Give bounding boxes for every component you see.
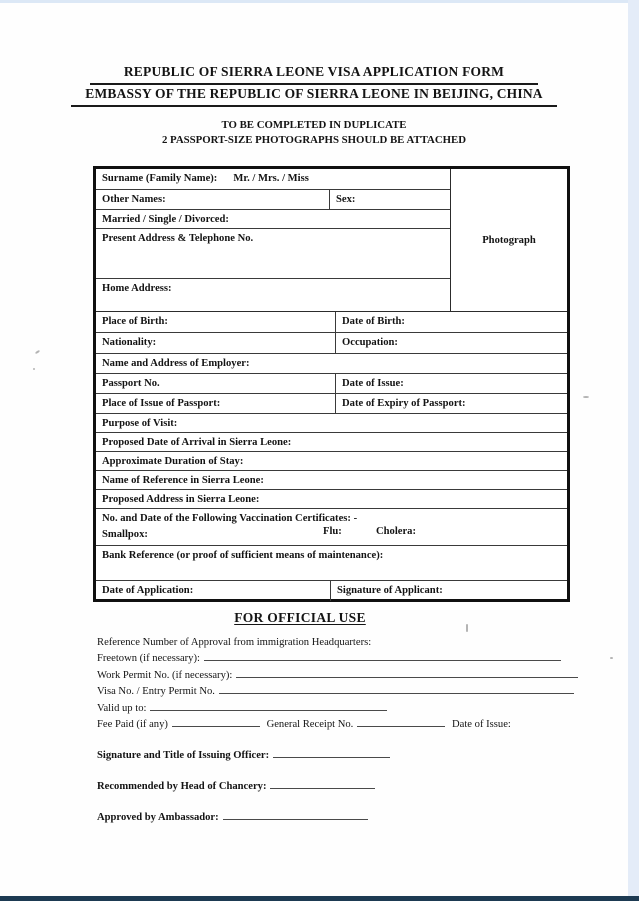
official-use-section xyxy=(97,635,575,826)
form-instructions xyxy=(0,118,628,148)
fee-paid-label: Fee Paid (if any) xyxy=(97,719,168,731)
scan-edge-top xyxy=(0,0,639,3)
present-address-label: Present Address & Telephone No. xyxy=(96,229,450,279)
flu-label: Flu: xyxy=(323,526,342,537)
sex-label: Sex: xyxy=(336,194,356,205)
valid-up-to-line xyxy=(97,701,575,717)
instruction-duplicate: TO BE COMPLETED IN DUPLICATE xyxy=(221,119,407,131)
date-of-expiry-label: Date of Expiry of Passport: xyxy=(342,398,466,409)
date-of-application-label: Date of Application: xyxy=(96,581,331,601)
form-title: REPUBLIC OF SIERRA LEONE VISA APPLICATION FORM xyxy=(90,64,538,85)
issuing-officer-line xyxy=(97,748,575,764)
scan-edge-bottom xyxy=(0,896,639,901)
issue-date-label: Date of Issue: xyxy=(452,719,511,731)
photograph-box xyxy=(451,169,567,311)
freetown-label: Freetown (if necessary): xyxy=(97,653,200,665)
passport-no-label: Passport No. xyxy=(96,374,336,393)
duration-of-stay-label: Approximate Duration of Stay: xyxy=(96,452,567,471)
proposed-address-label: Proposed Address in Sierra Leone: xyxy=(96,490,567,509)
title-options: Mr. / Mrs. / Miss xyxy=(233,173,309,184)
marital-status-label: Married / Single / Divorced: xyxy=(96,210,450,229)
scan-speck xyxy=(33,368,35,370)
official-use-heading: FOR OFFICIAL USE xyxy=(234,610,366,625)
general-receipt-label: General Receipt No. xyxy=(266,719,354,731)
reference-number-line xyxy=(97,635,575,651)
date-of-birth-label: Date of Birth: xyxy=(342,316,405,327)
visa-no-line xyxy=(97,684,575,700)
employer-label: Name and Address of Employer: xyxy=(96,354,567,374)
scan-speck xyxy=(610,657,613,659)
surname-label: Surname (Family Name): xyxy=(102,173,218,184)
birth-row xyxy=(96,312,567,333)
passport-row xyxy=(96,374,567,394)
issuing-officer-blank-line xyxy=(273,749,390,758)
passport-issue-row xyxy=(96,394,567,414)
ambassador-label: Approved by Ambassador: xyxy=(97,811,219,823)
nationality-label: Nationality: xyxy=(96,333,336,353)
vaccination-row xyxy=(96,509,567,546)
smallpox-label: Smallpox: xyxy=(102,529,148,540)
other-names-row xyxy=(96,190,450,210)
reference-number-label: Reference Number of Approval from immigration Headquarters: xyxy=(97,637,372,648)
ambassador-line xyxy=(97,810,575,826)
application-form-table xyxy=(93,166,570,602)
visa-no-blank-line xyxy=(219,685,574,694)
vaccination-types-line xyxy=(96,525,567,541)
fee-paid-line xyxy=(97,717,575,733)
issuing-officer-label: Signature and Title of Issuing Officer: xyxy=(97,749,270,761)
valid-up-to-label: Valid up to: xyxy=(97,702,147,714)
occupation-label: Occupation: xyxy=(342,337,398,348)
personal-details-block xyxy=(96,169,567,312)
form-header xyxy=(0,64,628,107)
visa-no-label: Visa No. / Entry Permit No. xyxy=(97,686,215,698)
purpose-of-visit-label: Purpose of Visit: xyxy=(96,414,567,433)
valid-up-to-blank-line xyxy=(150,702,387,711)
general-receipt-blank-line xyxy=(357,718,445,727)
work-permit-label: Work Permit No. (if necessary): xyxy=(97,669,233,681)
chancery-blank-line xyxy=(270,780,375,789)
bank-reference-label: Bank Reference (or proof of sufficient means of maintenance): xyxy=(96,546,567,581)
scan-speck xyxy=(35,350,40,355)
scan-speck xyxy=(583,396,589,398)
application-signature-row xyxy=(96,581,567,601)
instruction-photographs: 2 PASSPORT-SIZE PHOTOGRAPHS SHOULD BE ATTACHED xyxy=(161,134,467,146)
freetown-blank-line xyxy=(204,652,561,661)
work-permit-line xyxy=(97,668,575,684)
chancery-line xyxy=(97,779,575,795)
cholera-label: Cholera: xyxy=(376,526,417,537)
officer-signature-block xyxy=(97,748,575,826)
freetown-line xyxy=(97,651,575,667)
signature-of-applicant-label: Signature of Applicant: xyxy=(337,585,443,596)
work-permit-blank-line xyxy=(236,669,578,678)
photograph-label: Photograph xyxy=(482,234,536,246)
vaccination-label: No. and Date of the Following Vaccination Certificates: - xyxy=(102,513,358,524)
date-of-issue-label: Date of Issue: xyxy=(342,378,404,389)
embassy-title: EMBASSY OF THE REPUBLIC OF SIERRA LEONE IN BEIJING, CHINA xyxy=(71,85,557,107)
ambassador-blank-line xyxy=(223,811,368,820)
place-of-birth-label: Place of Birth: xyxy=(96,312,336,332)
scan-edge-right xyxy=(628,0,639,901)
surname-row xyxy=(96,169,450,190)
nationality-row xyxy=(96,333,567,354)
reference-name-label: Name of Reference in Sierra Leone: xyxy=(96,471,567,490)
arrival-date-label: Proposed Date of Arrival in Sierra Leone: xyxy=(96,433,567,452)
fee-paid-blank-line xyxy=(172,718,260,727)
chancery-label: Recommended by Head of Chancery: xyxy=(97,780,267,792)
other-names-label: Other Names: xyxy=(96,190,330,209)
place-of-issue-label: Place of Issue of Passport: xyxy=(96,394,336,413)
home-address-label: Home Address: xyxy=(102,283,172,294)
